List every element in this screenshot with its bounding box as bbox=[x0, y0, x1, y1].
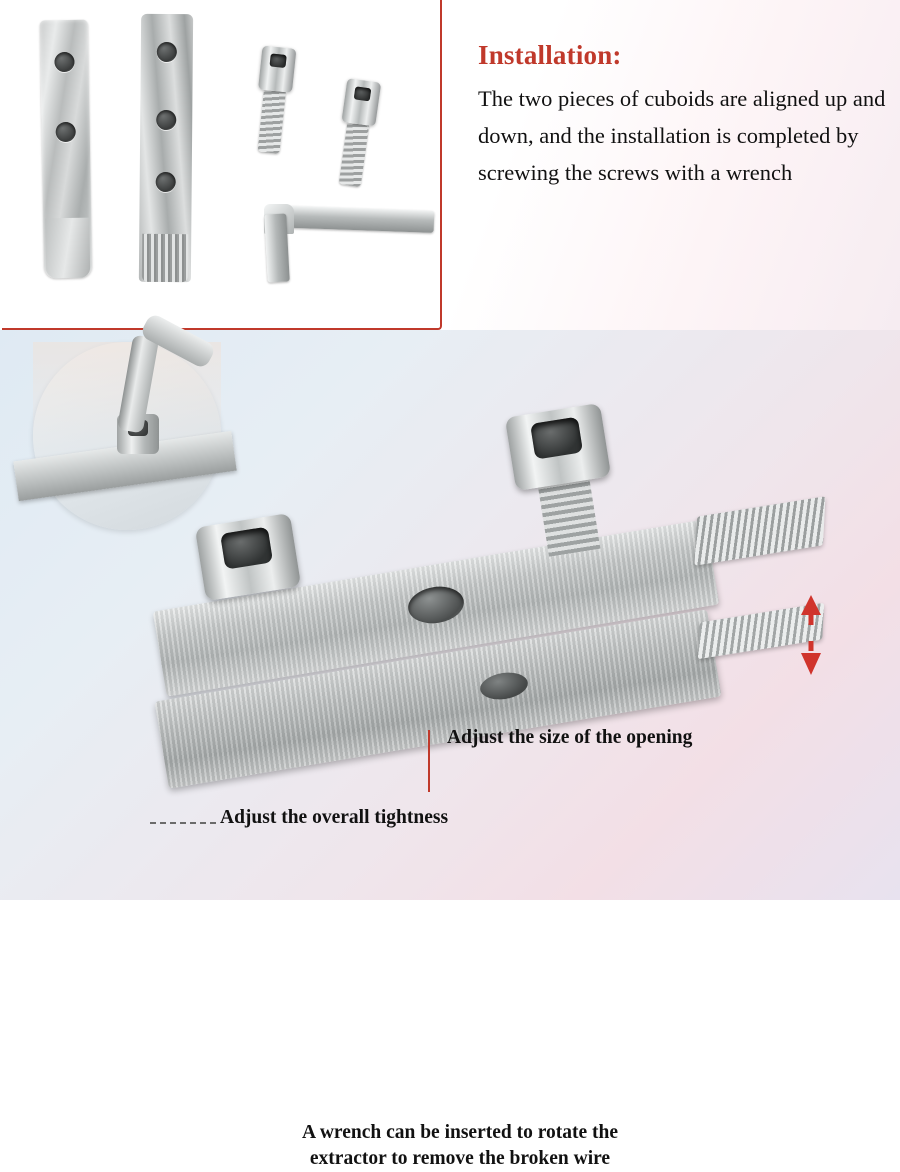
wrench-rotate-line2: extractor to remove the broken wire bbox=[309, 1148, 611, 1169]
hex-socket bbox=[530, 417, 583, 460]
screw-thread bbox=[339, 123, 369, 187]
bar-hole bbox=[54, 52, 74, 72]
flat-steel-bar-three-holes-serrated bbox=[139, 14, 193, 282]
opening-size-arrows bbox=[800, 595, 822, 675]
opening-size-callout: Adjust the size of the opening bbox=[447, 727, 693, 748]
allen-hex-wrench bbox=[230, 200, 435, 282]
bolt-shaft bbox=[537, 476, 600, 557]
bar-hole bbox=[156, 172, 176, 192]
bar-hole bbox=[157, 42, 177, 62]
overall-tightness-callout: Adjust the overall tightness bbox=[220, 807, 449, 828]
caption-pointer-line bbox=[428, 730, 430, 792]
wrench-short-arm bbox=[264, 213, 290, 282]
close-up-wrench-on-screw bbox=[33, 342, 221, 530]
wrench-long-arm bbox=[272, 205, 435, 233]
screw-head bbox=[258, 46, 296, 93]
bar-hole bbox=[56, 122, 76, 142]
parts-photo-box bbox=[2, 0, 442, 330]
hex-socket bbox=[220, 527, 273, 570]
installation-title: Installation: bbox=[478, 40, 622, 70]
flat-steel-bar-two-holes bbox=[40, 20, 92, 279]
hex-bolt-front bbox=[505, 403, 611, 491]
serrated-end bbox=[142, 234, 188, 282]
bar-tail bbox=[45, 218, 90, 279]
installation-body: The two pieces of cuboids are aligned up and down, and the installation is completed by screwing the screws with a wrench bbox=[478, 86, 886, 185]
hex-socket-screw-short bbox=[252, 46, 297, 155]
lower-panel bbox=[0, 330, 900, 1169]
wrench-rotate-callout bbox=[290, 1120, 630, 1172]
bolt-cap bbox=[505, 403, 611, 491]
hex-socket-screw-long bbox=[333, 78, 381, 188]
top-panel bbox=[0, 0, 900, 330]
wrench-rotate-line1: A wrench can be inserted to rotate the bbox=[301, 1122, 619, 1143]
serrated-nose-upper bbox=[695, 496, 826, 565]
hex-bolt-rear bbox=[195, 513, 301, 601]
screw-thread bbox=[258, 90, 286, 154]
bolt-cap bbox=[195, 513, 301, 601]
screw-head bbox=[341, 78, 381, 126]
bar-hole bbox=[156, 110, 176, 130]
